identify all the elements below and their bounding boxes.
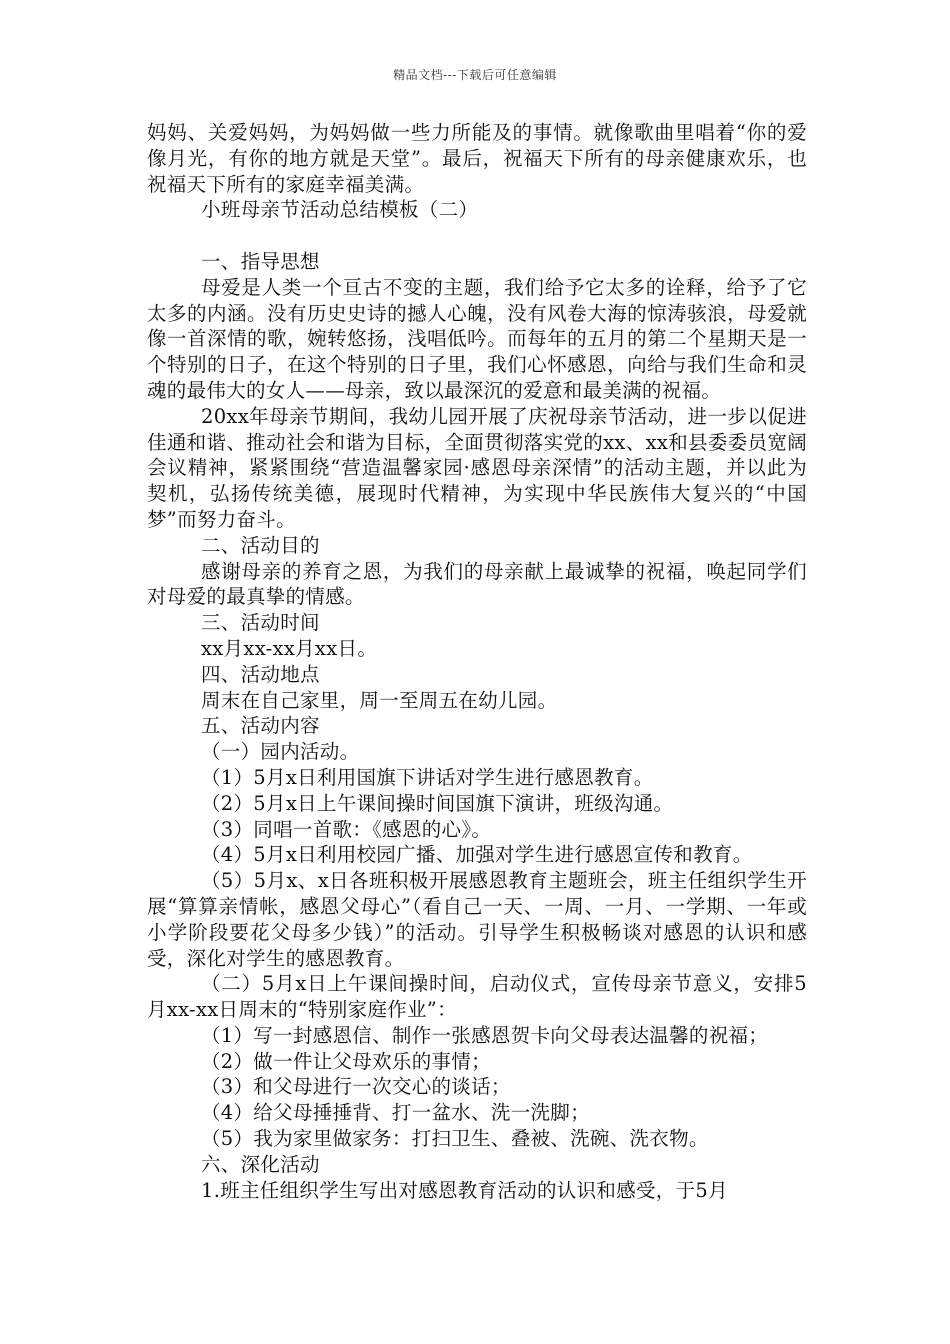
- list-item: （3）和父母进行一次交心的谈话；: [201, 1075, 511, 1099]
- list-item: （3）同唱一首歌：《感恩的心》。: [201, 817, 492, 841]
- page-header: 精品文档---下载后可任意编辑: [393, 68, 557, 82]
- list-item: （1）5月x日利用国旗下讲话对学生进行感恩教育。: [201, 765, 654, 789]
- heading: 二、活动目的: [201, 533, 320, 557]
- list-item: （4）5月x日利用校园广播、加强对学生进行感恩宣传和教育。: [201, 843, 753, 867]
- list-item: （5）5月x、x日各班积极开展感恩教育主题班会，班主任组织学生开展“算算亲情帐，感恩父母心”（看自己一天、一周、一月、一学期、一年或小学阶段要花父母多少钱）”的活动。引导学生积极畅谈对感恩的认识和感受，深化对学生的感恩教育。: [147, 869, 807, 970]
- paragraph: 母爱是人类一个亘古不变的主题，我们给予它太多的诠释，给予了它太多的内涵。没有历史史诗的撼人心魄，没有风卷大海的惊涛骇浪，母爱就像一首深情的歌，婉转悠扬，浅唱低吟。而每年的五月的第二个星期天是一个特别的日子，在这个特别的日子里，我们心怀感恩，向给与我们生命和灵魂的最伟大的女人——母亲，致以最深沉的爱意和最美满的祝福。: [147, 275, 807, 402]
- heading: 一、指导思想: [201, 249, 320, 273]
- heading: 三、活动时间: [201, 611, 320, 635]
- paragraph: 1.班主任组织学生写出对感恩教育活动的认识和感受，于5月: [201, 1178, 728, 1202]
- paragraph: 妈妈、关爱妈妈，为妈妈做一些力所能及的事情。就像歌曲里唱着“你的爱像月光，有你的地方就是天堂”。最后，祝福天下所有的母亲健康欢乐，也祝福天下所有的家庭幸福美满。: [147, 121, 807, 196]
- list-item: （5）我为家里做家务：打扫卫生、叠被、洗碗、洗衣物。: [201, 1127, 709, 1151]
- paragraph: xx月xx-xx月xx日。: [201, 636, 378, 660]
- heading: 六、深化活动: [201, 1152, 320, 1176]
- list-item: （4）给父母捶捶背、打一盆水、洗一洗脚；: [201, 1101, 590, 1125]
- paragraph: 20xx年母亲节期间，我幼儿园开展了庆祝母亲节活动，进一步以促进佳通和谐、推动社会和谐为目标，全面贯彻落实党的xx、xx和县委委员宽阔会议精神，紧紧围绕“营造温馨家园·感恩母亲深情”的活动主题，并以此为契机，弘扬传统美德，展现时代精神，为实现中华民族伟大复兴的“中国梦”而努力奋斗。: [147, 404, 807, 531]
- section-title: 小班母亲节活动总结模板（二）: [201, 198, 479, 222]
- blank-line: [147, 223, 807, 249]
- paragraph: 周末在自己家里，周一至周五在幼儿园。: [201, 688, 558, 712]
- list-item: （二）5月x日上午课间操时间，启动仪式，宣传母亲节意义，安排5月xx-xx日周末的“特别家庭作业”：: [147, 972, 807, 1022]
- list-item: （2）5月x日上午课间操时间国旗下演讲，班级沟通。: [201, 791, 674, 815]
- heading: 四、活动地点: [201, 662, 320, 686]
- list-item: （2）做一件让父母欢乐的事情；: [201, 1049, 491, 1073]
- document-body: [147, 120, 807, 1203]
- heading: 五、活动内容: [201, 714, 320, 738]
- list-item: （1）写一封感恩信、制作一张感恩贺卡向父母表达温馨的祝福；: [201, 1023, 769, 1047]
- list-item: （一）园内活动。: [201, 740, 360, 764]
- paragraph: 感谢母亲的养育之恩，为我们的母亲献上最诚挚的祝福，唤起同学们对母爱的最真挚的情感。: [147, 559, 807, 609]
